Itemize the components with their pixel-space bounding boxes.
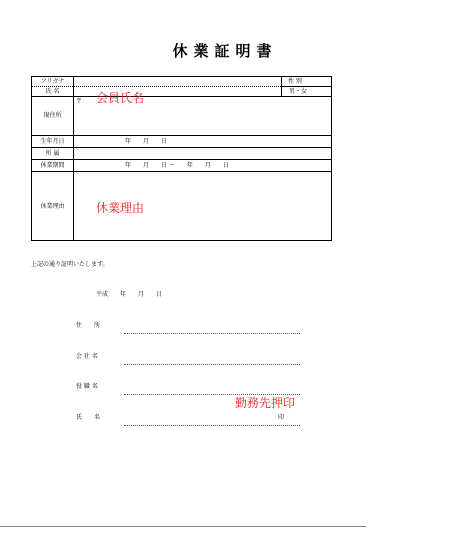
bottom-rule [0,526,366,527]
reason-value: 休業理由 [96,201,145,215]
company-sign-line [124,364,300,365]
name-row-divider [32,96,331,97]
address-sign-line [124,333,300,334]
stamp-note: 勤務先押印 [235,396,296,410]
gender-divider [281,86,331,87]
name-label: 氏 名 [45,88,60,95]
position-label: 役 職 名 [76,383,98,390]
birthdate-label: 生年月日 [40,138,65,145]
address-label: 現住所 [43,112,62,119]
reason-label: 休業理由 [40,203,65,210]
postal-mark: 〒 [76,98,83,105]
certify-text: 上記の通り証明いたします。 [31,261,109,268]
document-title: 休業証明書 [172,42,278,60]
period-value: 年 月 日 ～ 年 月 日 [125,162,229,169]
period-label: 休業期間 [40,162,65,169]
position-sign-line [124,394,300,395]
company-label: 会 社 名 [76,353,98,360]
period-row-divider [32,171,331,172]
birthdate-row-divider [32,147,331,148]
affiliation-label: 所 属 [45,150,60,157]
furigana-label: フリガナ [40,78,65,85]
signature-name-label: 氏 名 [76,414,101,421]
seal-mark: 印 [278,414,285,421]
address-row-divider [32,135,331,136]
affiliation-row-divider [32,159,331,160]
member-name-value: 会員氏名 [96,91,145,105]
gender-label: 性 別 [288,78,302,85]
date-line: 平成 年 月 日 [96,291,163,298]
furigana-divider [32,86,281,87]
certificate-form [31,76,332,241]
birthdate-value: 年 月 日 [125,138,168,145]
gender-options: 男・女 [289,88,308,95]
signature-address-label: 住 所 [76,322,101,329]
name-sign-line [124,425,300,426]
